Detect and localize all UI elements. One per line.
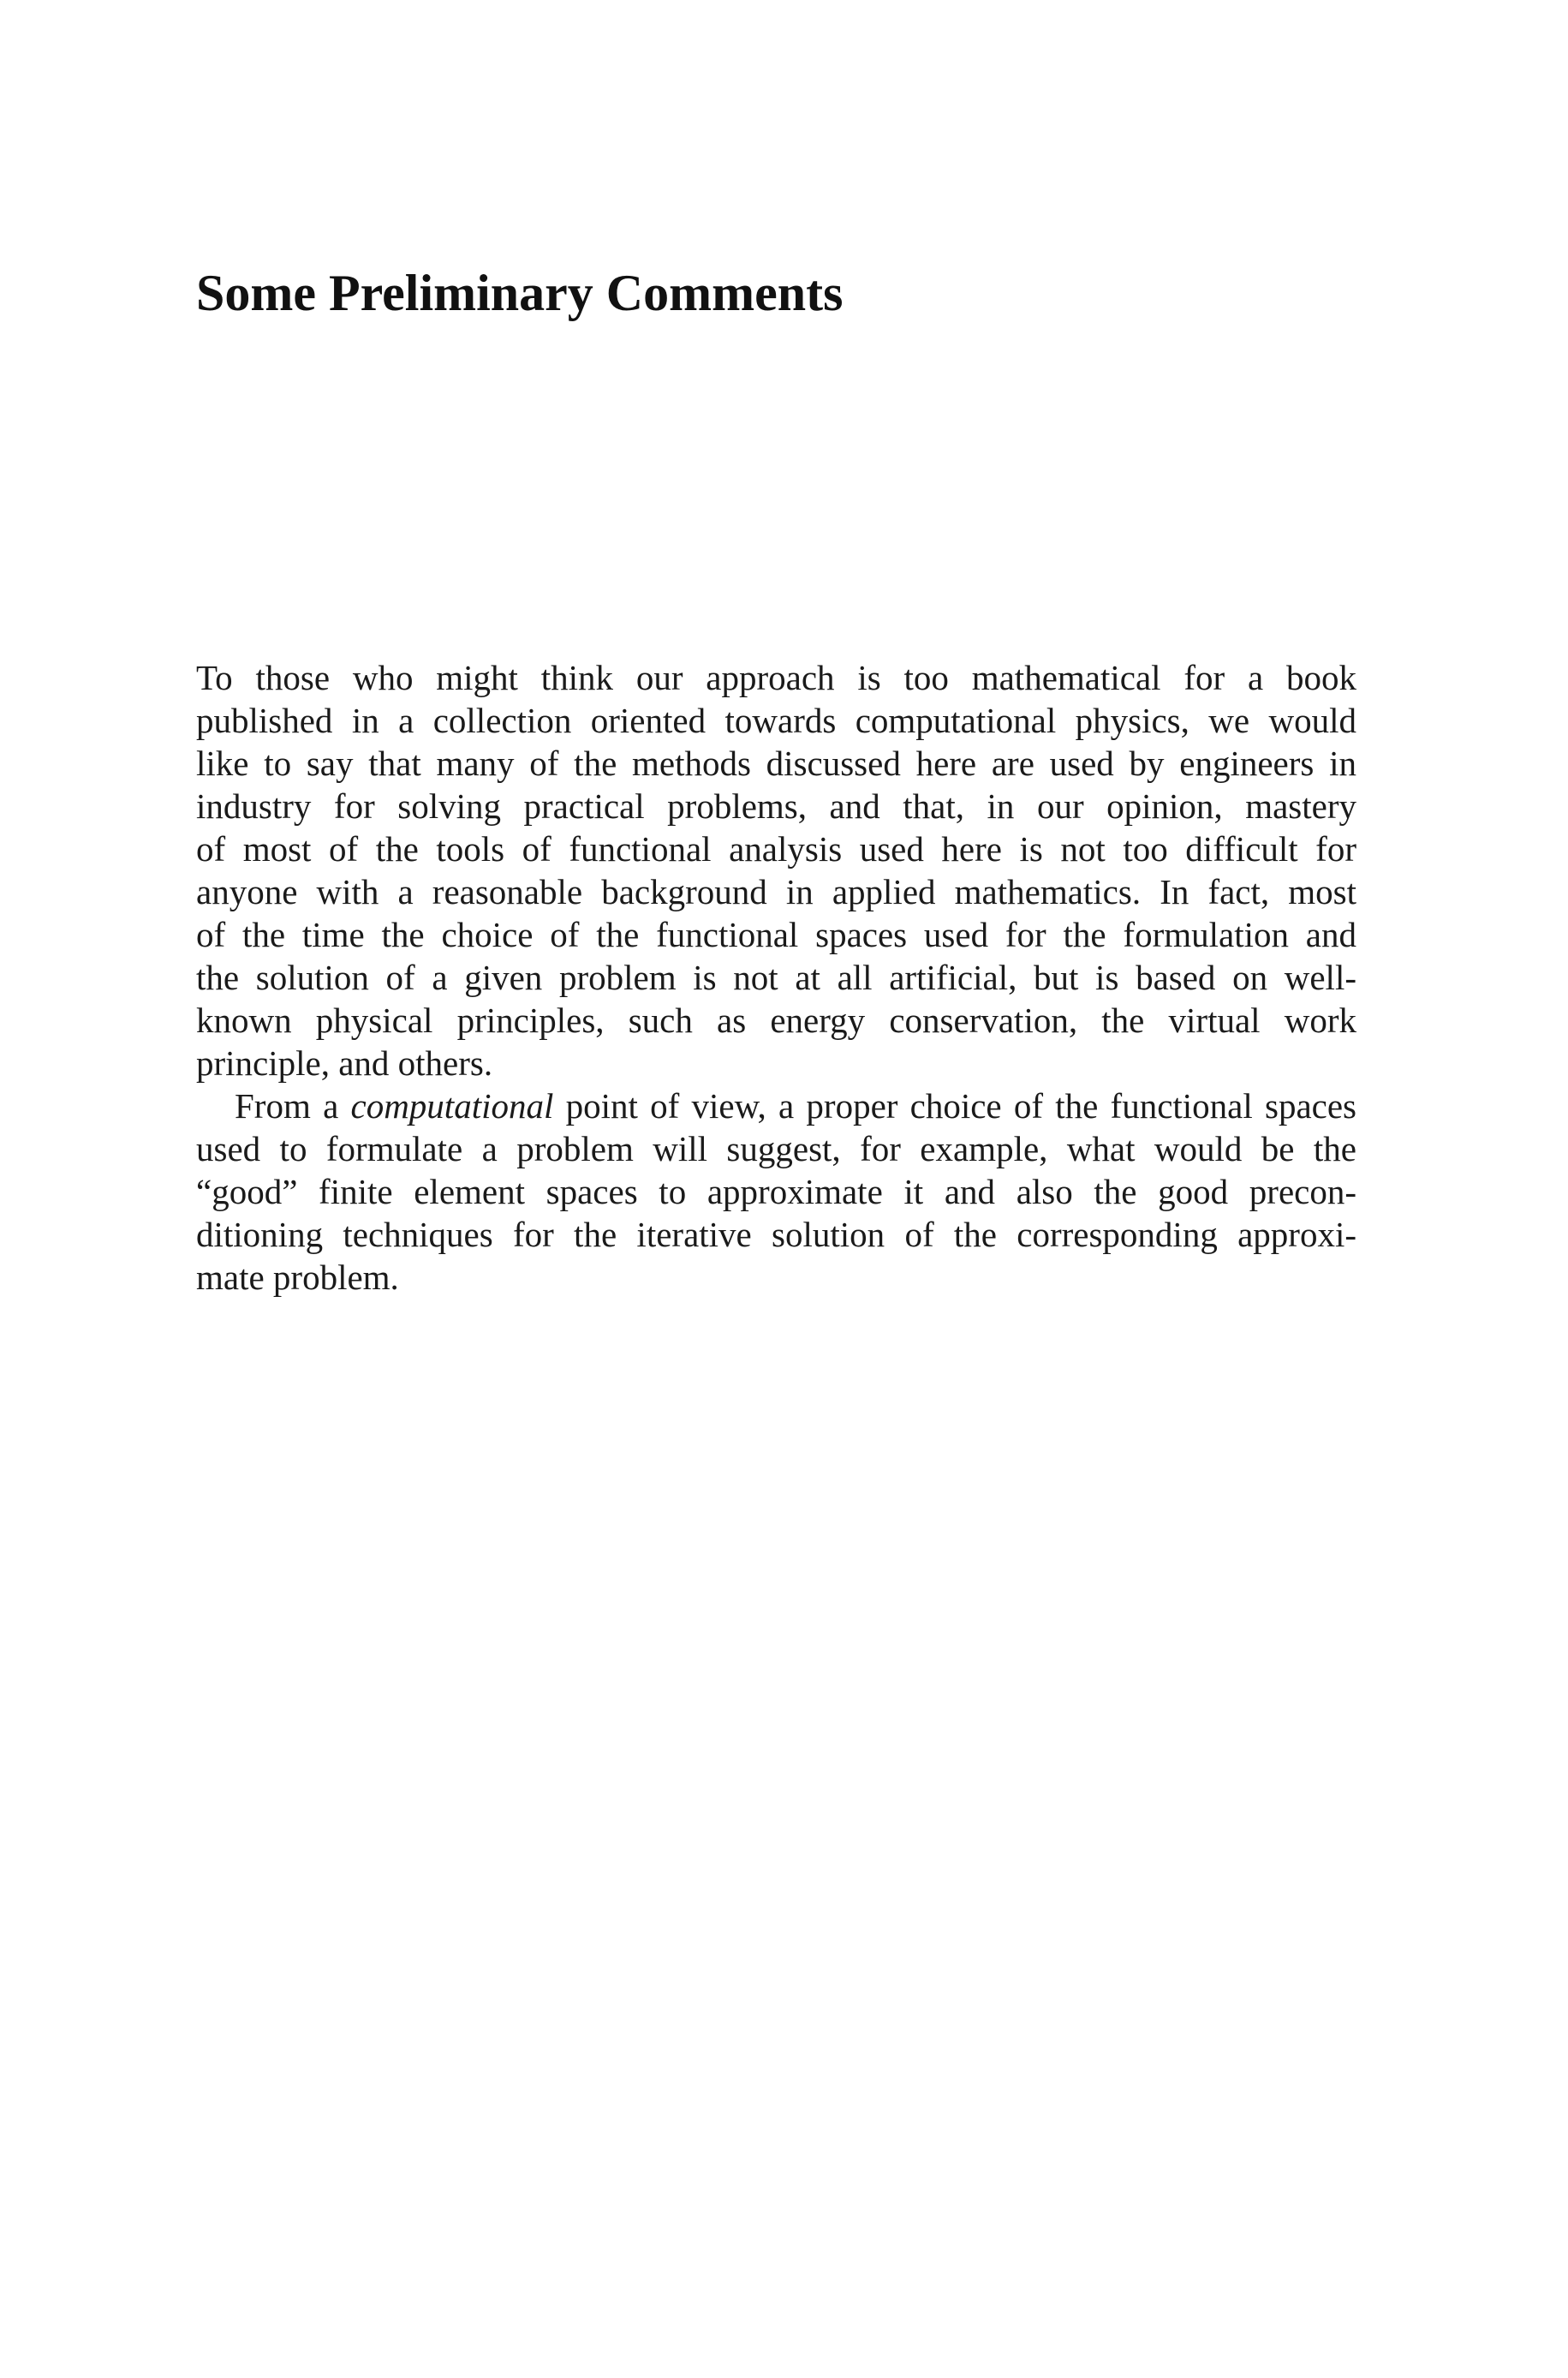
text-line: published in a collection oriented towards computational physics, we would xyxy=(196,701,1356,740)
text-run: From a xyxy=(235,1086,351,1126)
text-line: of the time the choice of the functional spaces used for the formulation and xyxy=(196,915,1356,954)
paragraph-1 xyxy=(196,656,1356,1084)
text-line: anyone with a reasonable background in applied mathematics. In fact, most xyxy=(196,872,1356,911)
emphasized-word: computational xyxy=(350,1086,554,1126)
body-text xyxy=(196,656,1356,1299)
chapter-title: Some Preliminary Comments xyxy=(196,265,844,321)
text-line: ditioning techniques for the iterative solution of the corresponding approxi- xyxy=(196,1215,1356,1254)
text-line: industry for solving practical problems, and that, in our opinion, mastery xyxy=(196,786,1356,826)
text-line: used to formulate a problem will suggest, for example, what would be the xyxy=(196,1129,1356,1168)
text-line: of most of the tools of functional analysis used here is not too difficult for xyxy=(196,829,1356,869)
text-line: known physical principles, such as energy conservation, the virtual work xyxy=(196,1001,1356,1040)
text-line: “good” finite element spaces to approximate it and also the good precon- xyxy=(196,1172,1356,1211)
text-line: the solution of a given problem is not at all artificial, but is based on well- xyxy=(196,958,1356,997)
text-run: point of view, a proper choice of the functional spaces xyxy=(553,1086,1356,1126)
text-line: mate problem. xyxy=(196,1258,399,1297)
text-line xyxy=(196,1084,1356,1127)
text-line: To those who might think our approach is too mathematical for a book xyxy=(196,658,1356,697)
text-line: like to say that many of the methods discussed here are used by engineers in xyxy=(196,744,1356,783)
text-line: principle, and others. xyxy=(196,1043,493,1083)
paragraph-2 xyxy=(196,1084,1356,1299)
